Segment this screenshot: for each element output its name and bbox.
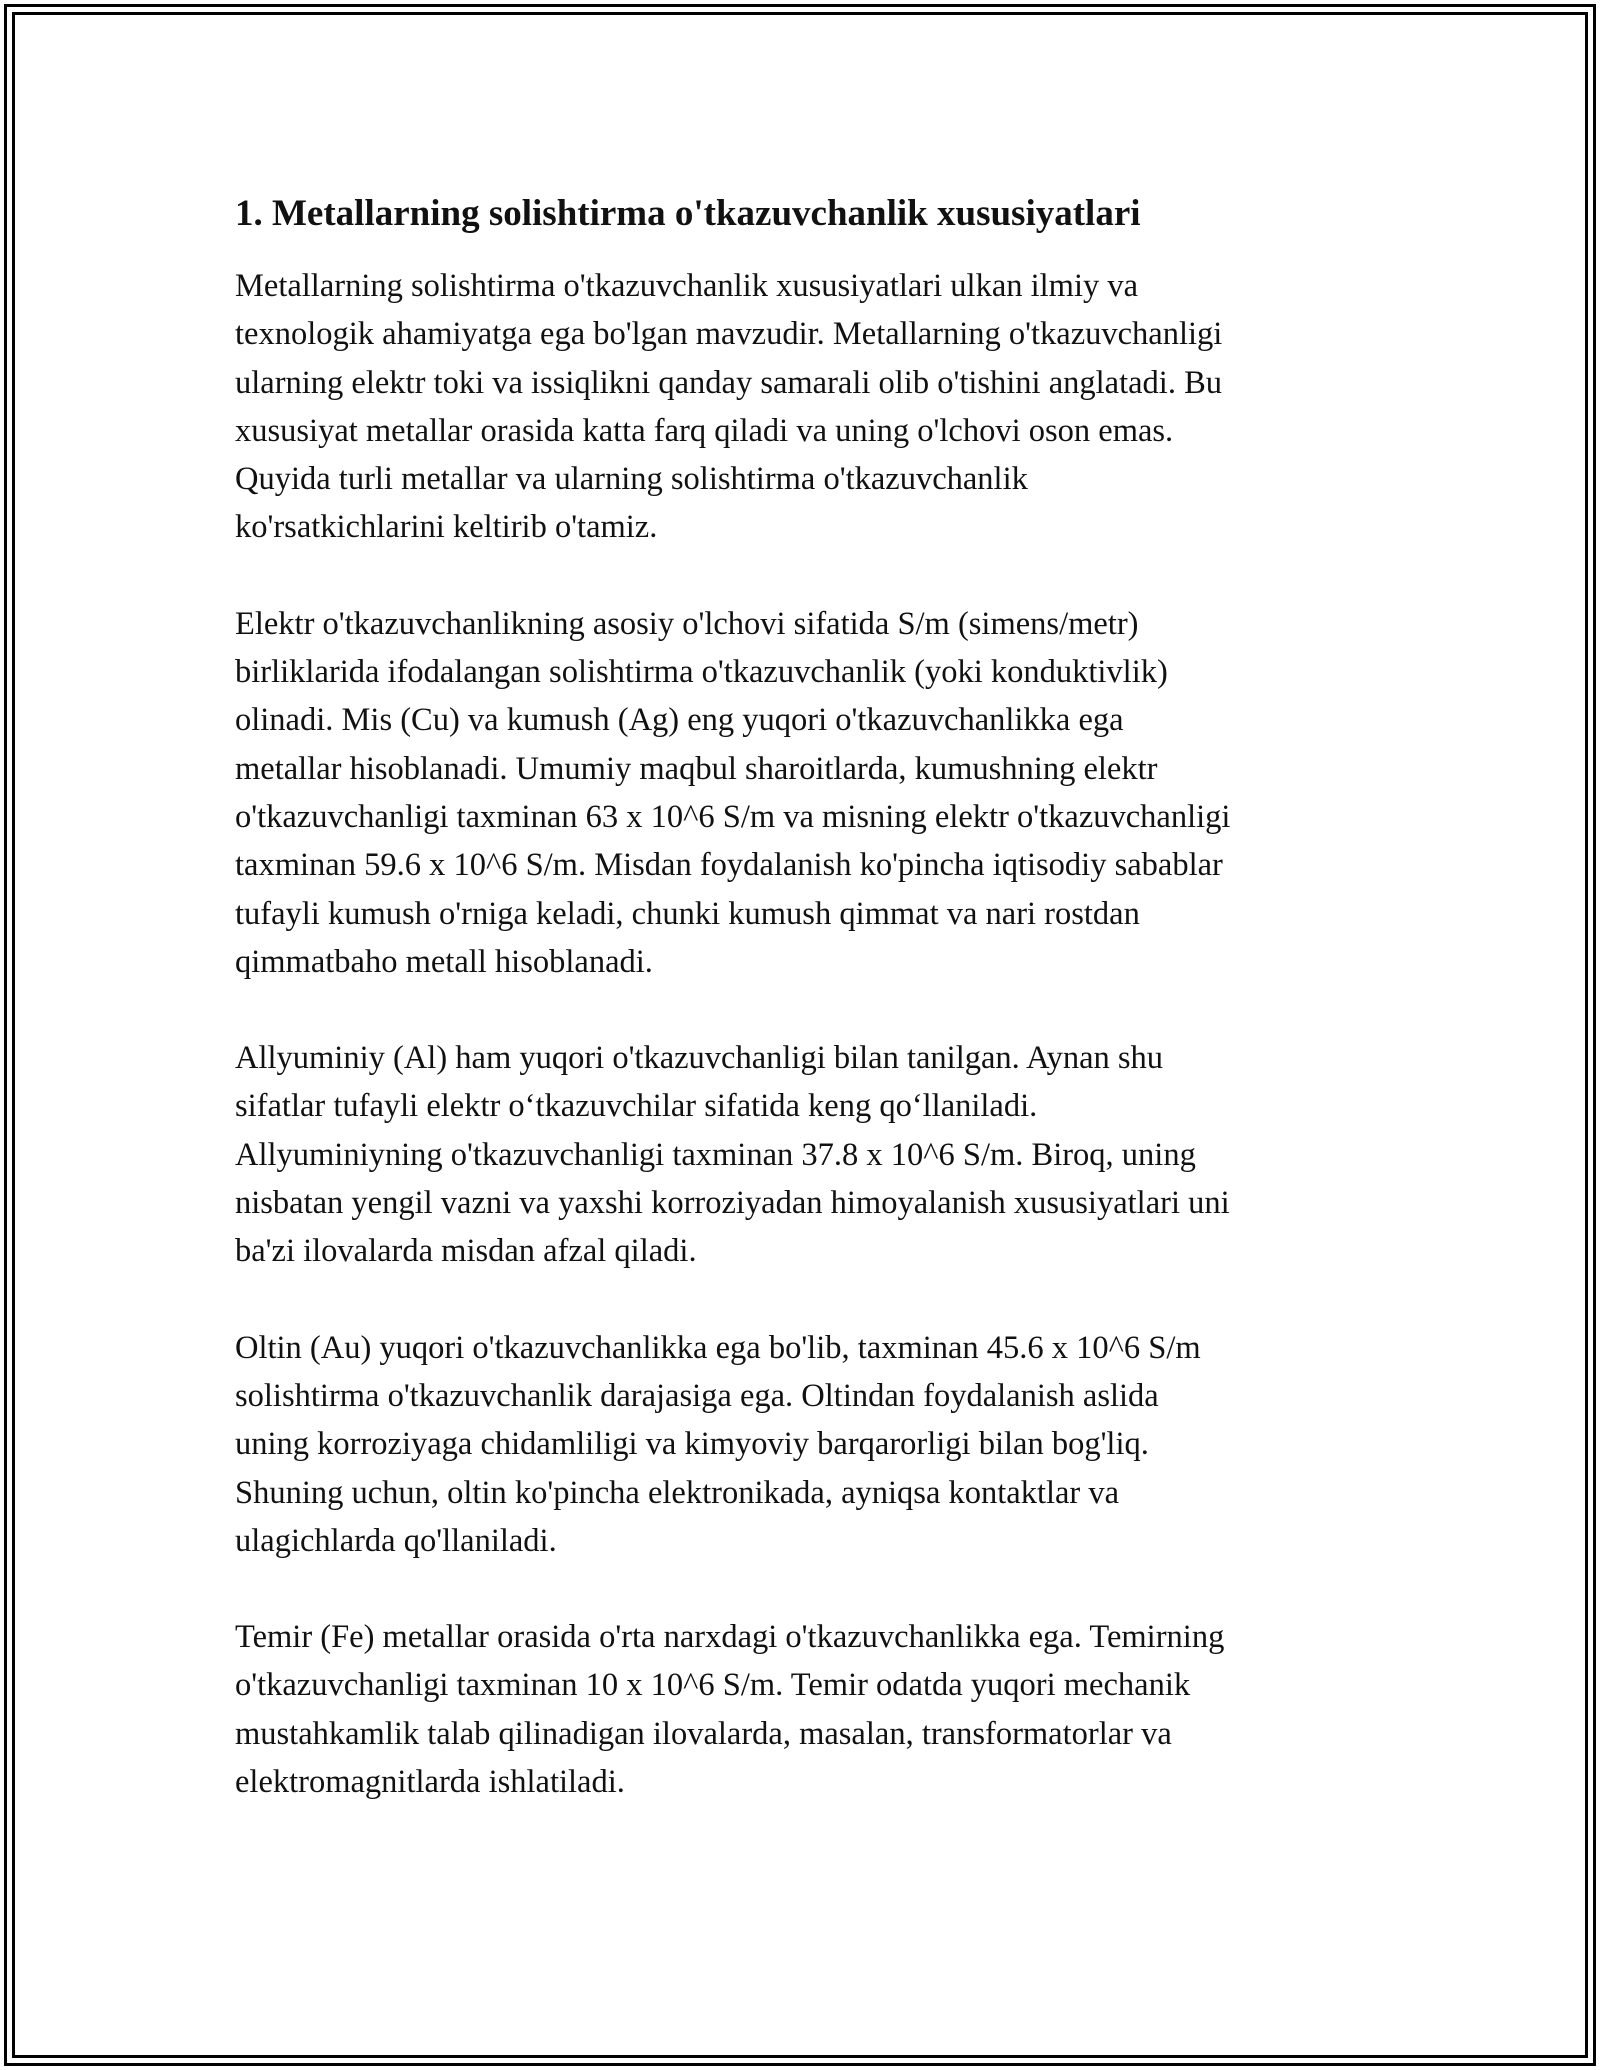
text-line: ularning elektr toki va issiqlikni qanday samarali olib o'tishini anglatadi. Bu — [235, 364, 1222, 401]
text-line: o'tkazuvchanligi taxminan 10 x 10^6 S/m. Temir odatda yuqori mechanik — [235, 1667, 1191, 1704]
paragraph-gold — [235, 1324, 1395, 1565]
text-line: Quyida turli metallar va ularning solishtirma o'tkazuvchanlik — [235, 461, 1028, 498]
text-line: solishtirma o'tkazuvchanlik darajasiga ega. Oltindan foydalanish aslida — [235, 1377, 1159, 1414]
paragraph-intro — [235, 262, 1395, 552]
text-line: xususiyat metallar orasida katta farq qiladi va uning o'lchovi oson emas. — [235, 412, 1174, 449]
text-line: nisbatan yengil vazni va yaxshi korroziyadan himoyalanish xususiyatlari uni — [235, 1185, 1230, 1222]
text-line: Allyuminiyning o'tkazuvchanligi taxminan 37.8 x 10^6 S/m. Biroq, uning — [235, 1136, 1196, 1173]
text-line: ulagichlarda qo'llaniladi. — [235, 1522, 557, 1559]
text-line: olinadi. Mis (Cu) va kumush (Ag) eng yuqori o'tkazuvchanlikka ega — [235, 702, 1124, 739]
text-line: ko'rsatkichlarini keltirib o'tamiz. — [235, 509, 658, 546]
text-line: taxminan 59.6 x 10^6 S/m. Misdan foydalanish ko'pincha iqtisodiy sabablar — [235, 847, 1223, 884]
text-line: ba'zi ilovalarda misdan afzal qiladi. — [235, 1233, 697, 1270]
text-line: Metallarning solishtirma o'tkazuvchanlik xususiyatlari ulkan ilmiy va — [235, 268, 1139, 304]
text-line: metallar hisoblanadi. Umumiy maqbul sharoitlarda, kumushning elektr — [235, 750, 1158, 787]
text-line: sifatlar tufayli elektr o‘tkazuvchilar sifatida keng qo‘llaniladi. — [235, 1088, 1038, 1125]
text-line: texnologik ahamiyatga ega bo'lgan mavzudir. Metallarning o'tkazuvchanligi — [235, 316, 1223, 353]
text-line: tufayli kumush o'rniga keladi, chunki kumush qimmat va nari rostdan — [235, 895, 1140, 932]
paragraph-aluminium — [235, 1034, 1395, 1275]
text-line: Temir (Fe) metallar orasida o'rta narxdagi o'tkazuvchanlikka ega. Temirning — [235, 1619, 1225, 1656]
text-line: elektromagnitlarda ishlatiladi. — [235, 1764, 625, 1801]
section-heading: 1. Metallarning solishtirma o'tkazuvchanlik xususiyatlari — [235, 193, 1141, 234]
text-line: o'tkazuvchanligi taxminan 63 x 10^6 S/m va misning elektr o'tkazuvchanligi — [235, 798, 1231, 835]
text-line: Oltin (Au) yuqori o'tkazuvchanlikka ega bo'lib, taxminan 45.6 x 10^6 S/m — [235, 1329, 1201, 1366]
text-line: Elektr o'tkazuvchanlikning asosiy o'lchovi sifatida S/m (simens/metr) — [235, 605, 1139, 642]
text-line: Shuning uchun, oltin ko'pincha elektronikada, ayniqsa kontaktlar va — [235, 1474, 1120, 1511]
text-line: uning korroziyaga chidamliligi va kimyoviy barqarorligi bilan bog'liq. — [235, 1426, 1149, 1463]
paragraph-iron — [235, 1613, 1395, 1806]
paragraph-copper-silver — [235, 600, 1395, 986]
text-line: Allyuminiy (Al) ham yuqori o'tkazuvchanligi bilan tanilgan. Aynan shu — [235, 1040, 1164, 1077]
text-line: birliklarida ifodalangan solishtirma o'tkazuvchanlik (yoki konduktivlik) — [235, 654, 1168, 691]
text-line: qimmatbaho metall hisoblanadi. — [235, 943, 653, 980]
document-body — [235, 186, 1395, 1854]
text-line: mustahkamlik talab qilinadigan ilovalarda, masalan, transformatorlar va — [235, 1715, 1172, 1752]
